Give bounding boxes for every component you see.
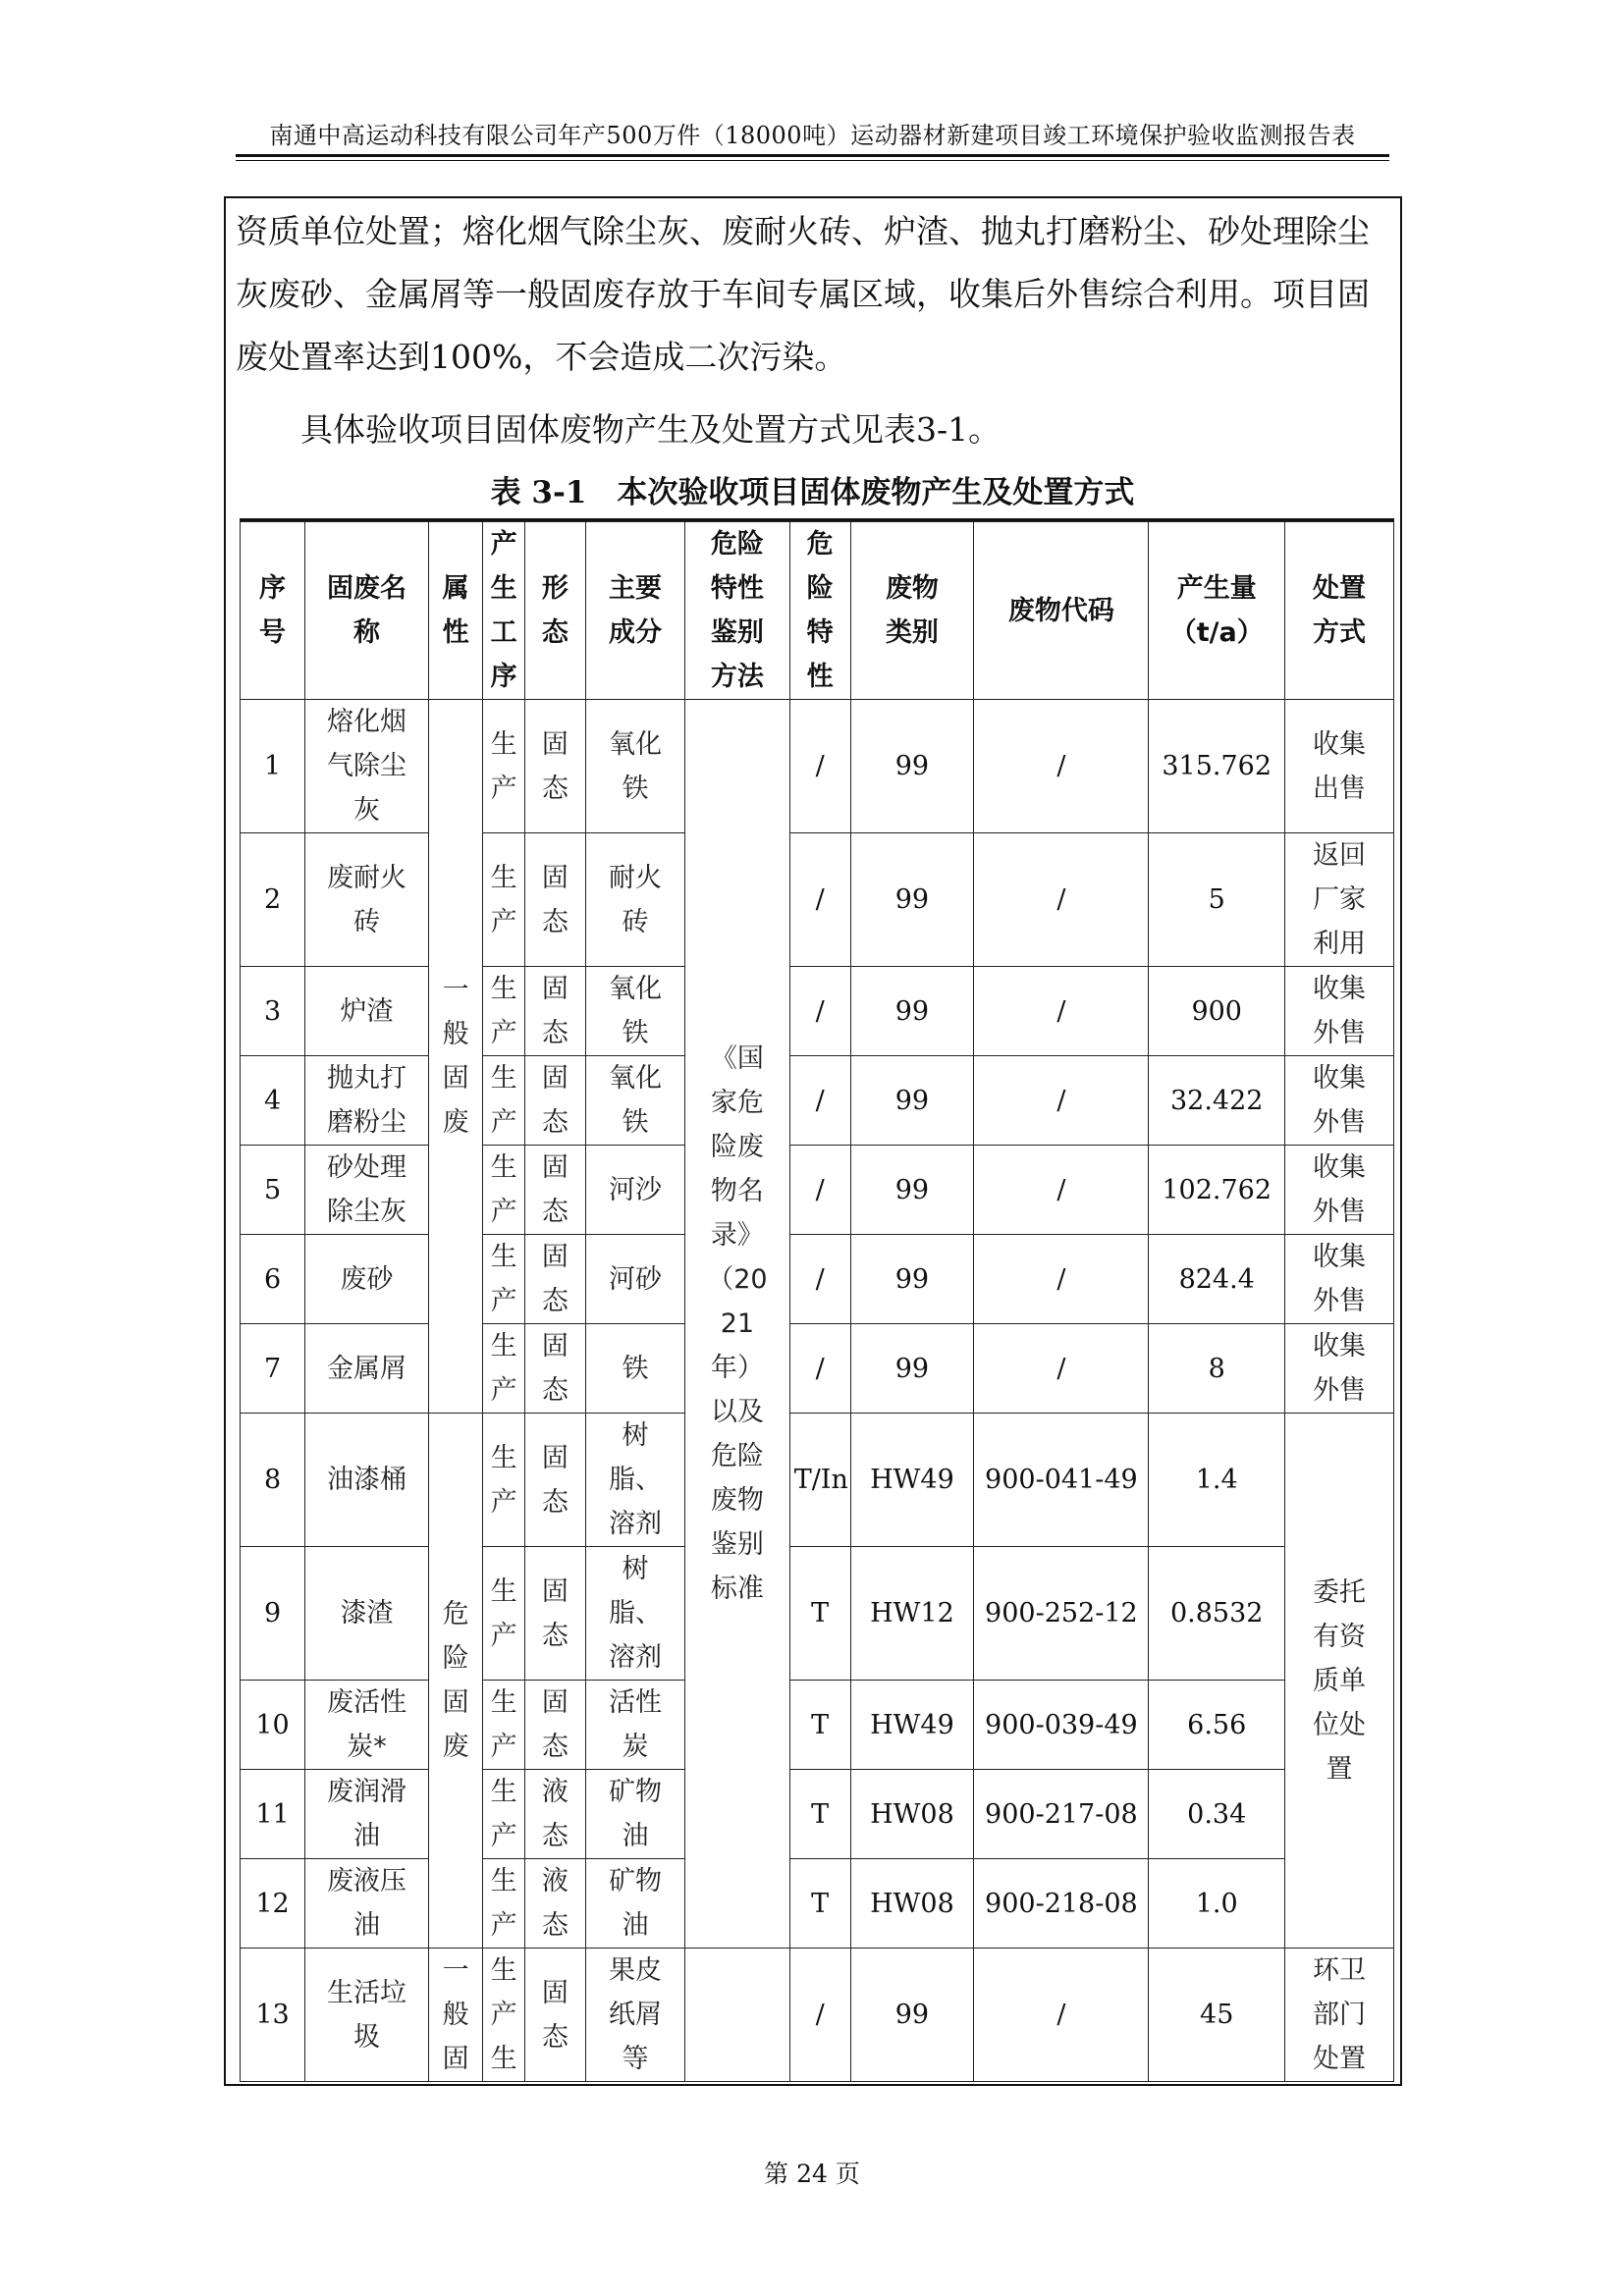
cell-disposal: 环卫 部门 处置 [1285, 1949, 1394, 2082]
cell-category: HW12 [850, 1547, 974, 1681]
cell-disposal: 收集 外售 [1285, 1235, 1394, 1324]
cell-component: 矿物 油 [585, 1770, 684, 1859]
cell-attr-hazardous: 危 险 固 废 [428, 1414, 482, 1949]
cell-process: 生 产 生 [483, 1949, 525, 2082]
cell-seq: 12 [241, 1859, 305, 1949]
cell-category: 99 [850, 833, 974, 967]
cell-seq: 1 [241, 700, 305, 833]
cell-form: 固 态 [524, 1235, 585, 1324]
cell-amount: 32.422 [1149, 1056, 1285, 1146]
cell-hazard: / [789, 700, 850, 833]
cell-category: 99 [850, 1949, 974, 2082]
col-header-seq: 序 号 [241, 522, 305, 700]
page-number: 第 24 页 [764, 2160, 860, 2188]
cell-amount: 1.4 [1149, 1414, 1285, 1547]
cell-code: 900-217-08 [974, 1770, 1149, 1859]
cell-code: / [974, 1056, 1149, 1146]
cell-amount: 45 [1149, 1949, 1285, 2082]
table-row [241, 1949, 1394, 2082]
cell-code: 900-218-08 [974, 1859, 1149, 1949]
cell-seq: 9 [241, 1547, 305, 1681]
cell-process: 生 产 [483, 967, 525, 1056]
cell-form: 固 态 [524, 1414, 585, 1547]
cell-form: 液 态 [524, 1859, 585, 1949]
cell-category: 99 [850, 1324, 974, 1414]
body-paragraph: 资质单位处置；熔化烟气除尘灰、废耐火砖、炉渣、抛丸打磨粉尘、砂处理除尘灰废砂、金属屑等一般固废存放于车间专属区域，收集后外售综合利用。项目固废处置率达到100%，不会造成二次污染。 [236, 212, 1370, 376]
cell-component: 果皮 纸屑 等 [585, 1949, 684, 2082]
table-row [241, 833, 1394, 967]
cell-form: 固 态 [524, 1056, 585, 1146]
cell-component: 氧化 铁 [585, 700, 684, 833]
cell-amount: 1.0 [1149, 1859, 1285, 1949]
cell-process: 生 产 [483, 1324, 525, 1414]
cell-name: 油漆桶 [305, 1414, 429, 1547]
cell-disposal: 收集 外售 [1285, 967, 1394, 1056]
cell-name: 砂处理 除尘灰 [305, 1146, 429, 1235]
cell-seq: 10 [241, 1681, 305, 1770]
cell-hazard: / [789, 1324, 850, 1414]
cell-category: 99 [850, 1056, 974, 1146]
cell-form: 固 态 [524, 1547, 585, 1681]
col-header-category: 废物 类别 [850, 522, 974, 700]
cell-amount: 5 [1149, 833, 1285, 967]
cell-category: HW49 [850, 1681, 974, 1770]
cell-form: 固 态 [524, 967, 585, 1056]
table-row [241, 1056, 1394, 1146]
cell-seq: 4 [241, 1056, 305, 1146]
cell-hazard: T/In [789, 1414, 850, 1547]
cell-category: 99 [850, 700, 974, 833]
col-header-hazard: 危 险 特 性 [789, 522, 850, 700]
col-header-process: 产 生 工 序 [483, 522, 525, 700]
cell-process: 生 产 [483, 1681, 525, 1770]
cell-component: 河砂 [585, 1235, 684, 1324]
table-row [241, 1681, 1394, 1770]
cell-method: 《国 家危 险废 物名 录》 （20 21 年） 以及 危险 废物 鉴别 标准 [685, 700, 790, 1949]
header-rule [236, 154, 1389, 157]
report-header: 南通中高运动科技有限公司年产500万件（18000吨）运动器材新建项目竣工环境保护验收监测报告表 [269, 122, 1356, 149]
table-row [241, 1547, 1394, 1681]
col-header-component: 主要 成分 [585, 522, 684, 700]
cell-disposal: 返回 厂家 利用 [1285, 833, 1394, 967]
cell-seq: 8 [241, 1414, 305, 1547]
cell-hazard: / [789, 1146, 850, 1235]
col-header-disposal: 处置 方式 [1285, 522, 1394, 700]
table-row [241, 1146, 1394, 1235]
cell-hazard: T [789, 1859, 850, 1949]
cell-category: 99 [850, 967, 974, 1056]
cell-seq: 3 [241, 967, 305, 1056]
cell-code: 900-041-49 [974, 1414, 1149, 1547]
cell-process: 生 产 [483, 1056, 525, 1146]
cell-process: 生 产 [483, 833, 525, 967]
solid-waste-table [240, 521, 1394, 2082]
cell-hazard: / [789, 1056, 850, 1146]
cell-form: 固 态 [524, 1324, 585, 1414]
cell-component: 河沙 [585, 1146, 684, 1235]
cell-process: 生 产 [483, 1146, 525, 1235]
col-header-name: 固废名 称 [305, 522, 429, 700]
cell-hazard: T [789, 1770, 850, 1859]
cell-hazard: T [789, 1681, 850, 1770]
cell-form: 固 态 [524, 1146, 585, 1235]
cell-hazard: / [789, 967, 850, 1056]
cell-process: 生 产 [483, 1547, 525, 1681]
cell-code: / [974, 967, 1149, 1056]
cell-form: 固 态 [524, 700, 585, 833]
cell-form: 固 态 [524, 1681, 585, 1770]
table-header-row [241, 522, 1394, 700]
cell-code: / [974, 700, 1149, 833]
cell-component: 耐火 砖 [585, 833, 684, 967]
cell-component: 树 脂、 溶剂 [585, 1547, 684, 1681]
header-rule-thin [236, 160, 1389, 161]
col-header-code: 废物代码 [974, 522, 1149, 700]
table-caption: 表 3-1 本次验收项目固体废物产生及处置方式 [490, 475, 1135, 510]
col-header-attr: 属 性 [428, 522, 482, 700]
cell-name: 废液压 油 [305, 1859, 429, 1949]
table-row [241, 700, 1394, 833]
cell-component: 矿物 油 [585, 1859, 684, 1949]
cell-disposal: 收集 外售 [1285, 1056, 1394, 1146]
table-row [241, 1235, 1394, 1324]
cell-name: 漆渣 [305, 1547, 429, 1681]
cell-amount: 8 [1149, 1324, 1285, 1414]
cell-category: HW49 [850, 1414, 974, 1547]
col-header-amount: 产生量 （t/a） [1149, 522, 1285, 700]
cell-seq: 13 [241, 1949, 305, 2082]
cell-code: 900-039-49 [974, 1681, 1149, 1770]
cell-name: 炉渣 [305, 967, 429, 1056]
cell-method-empty [685, 1949, 790, 2082]
cell-code: 900-252-12 [974, 1547, 1149, 1681]
cell-hazard: / [789, 1949, 850, 2082]
cell-attr-general-last: 一 般 固 [428, 1949, 482, 2082]
cell-name: 抛丸打 磨粉尘 [305, 1056, 429, 1146]
cell-seq: 5 [241, 1146, 305, 1235]
cell-category: HW08 [850, 1859, 974, 1949]
cell-category: HW08 [850, 1770, 974, 1859]
cell-process: 生 产 [483, 1414, 525, 1547]
cell-name: 废耐火 砖 [305, 833, 429, 967]
cell-code: / [974, 1949, 1149, 2082]
col-header-form: 形 态 [524, 522, 585, 700]
cell-name: 废活性 炭* [305, 1681, 429, 1770]
cell-form: 固 态 [524, 1949, 585, 2082]
cell-disposal-hazardous: 委托 有资 质单 位处 置 [1285, 1414, 1394, 1949]
cell-code: / [974, 1324, 1149, 1414]
cell-seq: 2 [241, 833, 305, 967]
cell-name: 金属屑 [305, 1324, 429, 1414]
cell-form: 固 态 [524, 833, 585, 967]
cell-process: 生 产 [483, 1859, 525, 1949]
table-row [241, 1770, 1394, 1859]
cell-amount: 6.56 [1149, 1681, 1285, 1770]
col-header-method: 危险 特性 鉴别 方法 [685, 522, 790, 700]
cell-code: / [974, 833, 1149, 967]
cell-code: / [974, 1235, 1149, 1324]
cell-hazard: / [789, 833, 850, 967]
table-row [241, 1324, 1394, 1414]
cell-component: 活性 炭 [585, 1681, 684, 1770]
cell-disposal: 收集 外售 [1285, 1324, 1394, 1414]
cell-amount: 0.34 [1149, 1770, 1285, 1859]
cell-hazard: / [789, 1235, 850, 1324]
cell-process: 生 产 [483, 1235, 525, 1324]
table-row [241, 967, 1394, 1056]
cell-attr-general: 一 般 固 废 [428, 700, 482, 1414]
cell-name: 废润滑 油 [305, 1770, 429, 1859]
cell-amount: 900 [1149, 967, 1285, 1056]
cell-disposal: 收集 出售 [1285, 700, 1394, 833]
table-reference-paragraph: 具体验收项目固体废物产生及处置方式见表3-1。 [300, 410, 1001, 449]
table-row [241, 1414, 1394, 1547]
cell-process: 生 产 [483, 1770, 525, 1859]
cell-code: / [974, 1146, 1149, 1235]
cell-amount: 824.4 [1149, 1235, 1285, 1324]
cell-form: 液 态 [524, 1770, 585, 1859]
cell-disposal: 收集 外售 [1285, 1146, 1394, 1235]
cell-component: 树 脂、 溶剂 [585, 1414, 684, 1547]
cell-process: 生 产 [483, 700, 525, 833]
cell-hazard: T [789, 1547, 850, 1681]
cell-seq: 11 [241, 1770, 305, 1859]
cell-name: 废砂 [305, 1235, 429, 1324]
cell-name: 熔化烟 气除尘 灰 [305, 700, 429, 833]
cell-amount: 315.762 [1149, 700, 1285, 833]
cell-component: 氧化 铁 [585, 967, 684, 1056]
cell-seq: 6 [241, 1235, 305, 1324]
cell-seq: 7 [241, 1324, 305, 1414]
cell-component: 铁 [585, 1324, 684, 1414]
table-row [241, 1859, 1394, 1949]
cell-category: 99 [850, 1235, 974, 1324]
cell-name: 生活垃 圾 [305, 1949, 429, 2082]
cell-category: 99 [850, 1146, 974, 1235]
cell-component: 氧化 铁 [585, 1056, 684, 1146]
cell-amount: 0.8532 [1149, 1547, 1285, 1681]
cell-amount: 102.762 [1149, 1146, 1285, 1235]
